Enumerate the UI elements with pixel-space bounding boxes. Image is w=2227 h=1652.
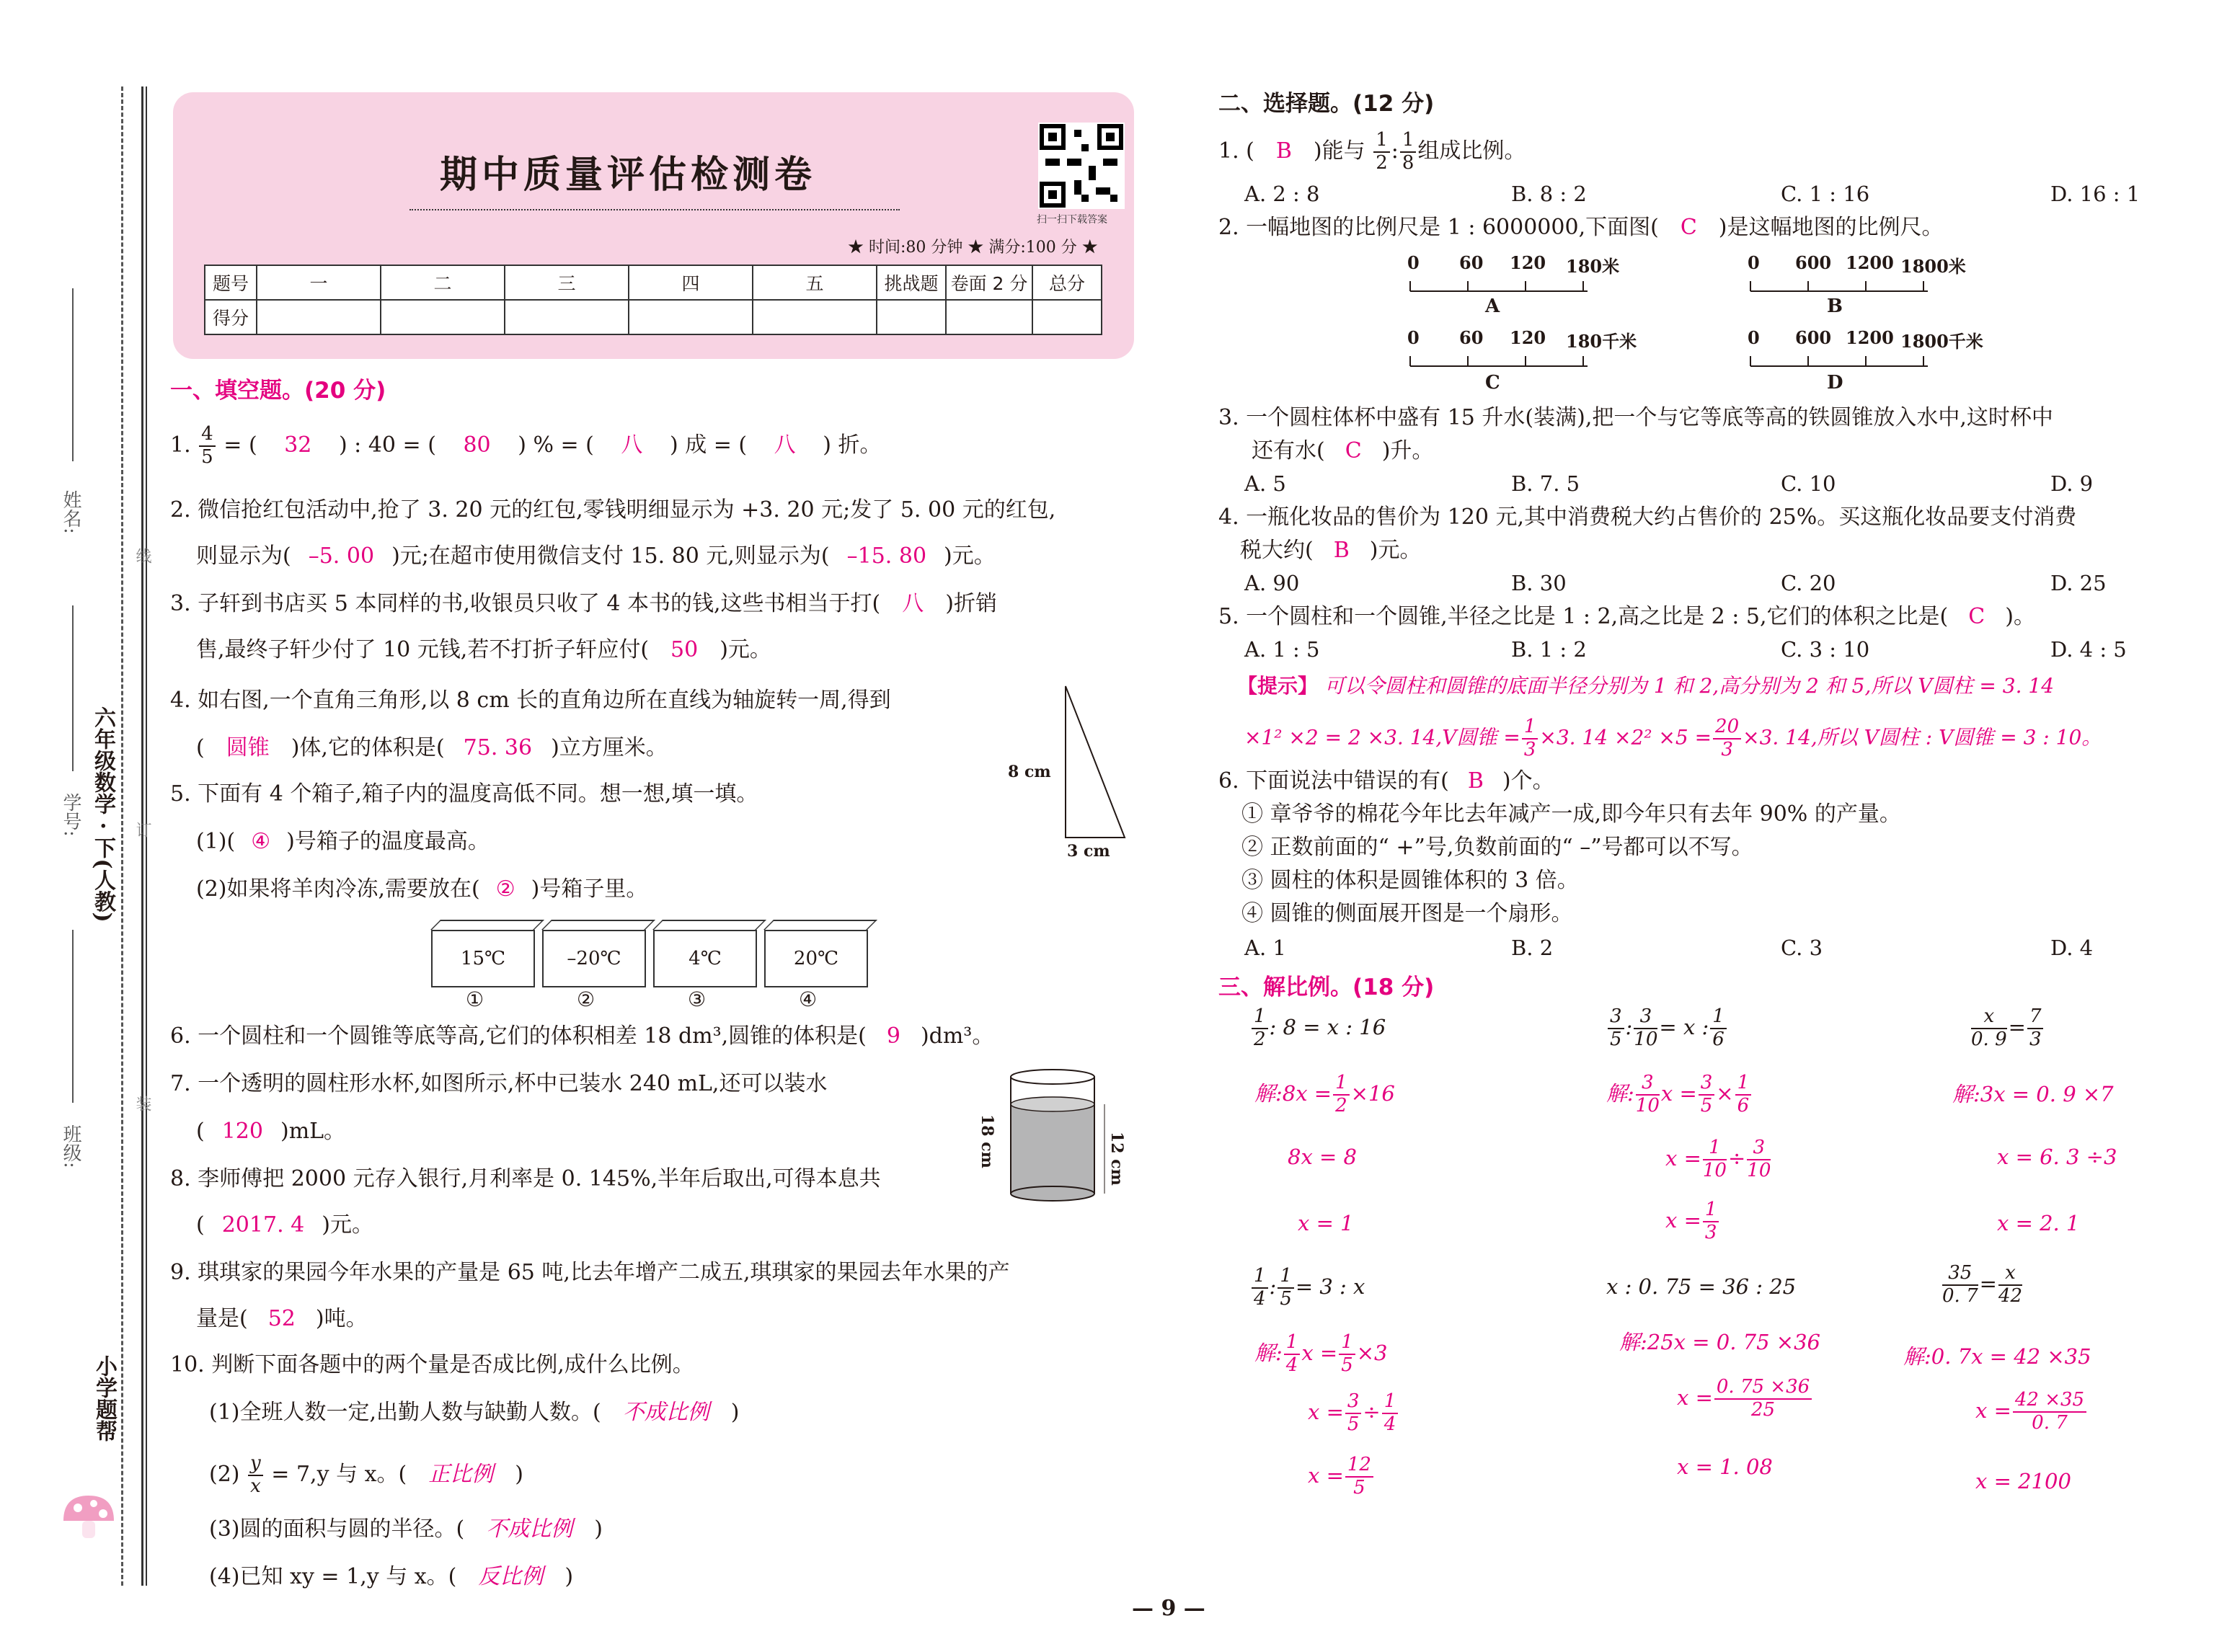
scale-tick-label: 1800千米 [1900,331,1983,352]
score-table [204,265,1102,335]
q1-3-line1: 3. 子轩到书店买 5 本同样的书,收银员只收了 4 本书的钱,这些书相当于打( 八 )折销 [170,591,997,616]
scale-label: D [1827,372,1843,394]
q1-5-line1: 5. 下面有 4 个箱子,箱子内的温度高低不同。想一想,填一填。 [170,781,758,807]
q1-10-sub3: (3)圆的面积与圆的半径。( 不成比例 ) [209,1516,603,1542]
q2-3-line1: 3. 一个圆柱体杯中盛有 15 升水(装满),把一个与它等底等高的铁圆锥放入水中,这时杯中 [1218,405,2053,430]
book-title: 六年级数学 · 下(人教) [90,706,115,923]
option: A. 1 [1244,936,1286,960]
score-input-cell[interactable] [505,300,629,334]
fraction: $\frac{1}{4}$ [1382,1391,1399,1436]
proportion-6: $\frac{35}{0. 7}$ = $\frac{x}{42}$ [1942,1262,2023,1307]
score-cell: 总分 [1032,265,1102,300]
option: A. 1 : 5 [1244,637,1320,662]
q1-7-line2: ( 120 )mL。 [196,1119,346,1144]
q1-10-line1: 10. 判断下面各题中的两个量是否成比例,成什么比例。 [170,1352,694,1377]
q2-6-item: ① 章爷爷的棉花今年比去年减产一成,即今年只有去年 90% 的产量。 [1241,801,1901,827]
section3-title: 三、解比例。(18 分) [1218,974,1435,1000]
option: A. 2 : 8 [1244,182,1320,206]
solution-step: x = 2100 [1975,1469,2071,1493]
box-top [541,920,655,930]
q1-2-line2: 则显示为( –5. 00 )元;在超市使用微信支付 15. 80 元,则显示为( –15. 80 )元。 [196,543,996,569]
answer: 120 [221,1119,263,1144]
hint-tag: 【提示】 [1237,674,1319,698]
score-input-cell[interactable] [946,300,1032,334]
page-title: 期中质量评估检测卷 [440,153,817,197]
scale-tick-label: 180米 [1566,256,1620,277]
answer: B [1275,138,1292,164]
box-3-number: ③ [688,987,707,1011]
proportion-2: $\frac{3}{5}$ : $\frac{3}{10}$ = x : $\frac{1}{6}$ [1606,1006,1728,1051]
answer: B [1467,768,1484,794]
fraction: $\frac{12}{5}$ [1345,1455,1373,1499]
binding-class-line [72,930,74,1103]
q1-10-sub4: (4)已知 xy = 1,y 与 x。( 反比例 ) [209,1564,574,1589]
cup-height-label: 18 cm [978,1114,996,1168]
fraction: $\frac{1}{2}$ [1333,1073,1350,1117]
answer: 反比例 [478,1564,544,1589]
proportion-4: $\frac{1}{4}$ : $\frac{1}{5}$ = 3 : x [1250,1266,1365,1310]
answer: 75. 36 [463,735,533,760]
score-cell: 一 [257,265,381,300]
box-4: 20℃ [764,930,868,987]
q1-8-line1: 8. 李师傅把 2000 元存入银行,月利率是 0. 145%,半年后取出,可得本息共 [170,1166,881,1191]
option: C. 10 [1781,471,1836,496]
option: C. 3 : 10 [1781,637,1870,662]
section2-title: 二、选择题。(12 分) [1218,91,1435,117]
score-cell: 五 [753,265,877,300]
q1-7-line1: 7. 一个透明的圆柱形水杯,如图所示,杯中已装水 240 mL,还可以装水 [170,1071,828,1096]
scale-bar [1748,277,1935,294]
qr-caption: 扫一扫下载答案 [1037,214,1107,226]
solution-step: x = $\frac{1}{3}$ [1665,1199,1720,1244]
fraction: $\frac{1}{4}$ [1284,1332,1301,1377]
fraction: $\frac{1}{3}$ [1522,716,1538,761]
score-input-cell[interactable] [1032,300,1102,334]
score-cell: 四 [629,265,753,300]
q2-3-line2: 还有水( C )升。 [1252,438,1434,463]
score-cell: 三 [505,265,629,300]
answer: C [1968,604,1985,629]
fraction: $\frac{1}{5}$ [1339,1332,1355,1377]
score-cell: 得分 [205,300,257,334]
score-cell: 二 [381,265,505,300]
q1-4-line2: ( 圆锥 )体,它的体积是( 75. 36 )立方厘米。 [196,735,668,760]
q2-2: 2. 一幅地图的比例尺是 1 : 6000000,下面图( C )是这幅地图的比例尺。 [1218,215,1944,240]
score-cell: 题号 [205,265,257,300]
q1-4-line1: 4. 如右图,一个直角三角形,以 8 cm 长的直角边所在直线为轴旋转一周,得到 [170,688,891,713]
right-triangle-figure [1053,685,1139,851]
scale-tick-label: 0 [1407,252,1420,273]
solution-step: x = 1. 08 [1677,1455,1773,1479]
answer: C [1345,438,1362,463]
fraction: $\frac{3}{5}$ [1608,1006,1624,1051]
scale-tick-label: 1800米 [1900,256,1966,277]
scale-tick-label: 0 [1407,327,1420,348]
box-1: 15℃ [431,930,535,987]
q1-10-sub1: (1)全班人数一定,出勤人数与缺勤人数。( 不成比例 ) [209,1400,740,1425]
scale-tick-label: 60 [1459,327,1484,348]
solution-step: 8x = 8 [1288,1145,1357,1169]
binding-dashed-line [121,86,123,1586]
fraction: $\frac{1}{2}$ [1373,130,1390,174]
fraction: $\frac{3}{5}$ [1699,1073,1715,1117]
scale-tick-label: 120 [1510,252,1546,273]
water-height-label: 12 cm [1107,1132,1126,1186]
score-cell: 卷面 2 分 [946,265,1032,300]
scale-tick-label: 600 [1795,327,1832,348]
proportion-1: $\frac{1}{2}$ : 8 = x : 16 [1250,1006,1386,1051]
q2-5: 5. 一个圆柱和一个圆锥,半径之比是 1 : 2,高之比是 2 : 5,它们的体积之比是( C )。 [1218,604,2035,629]
scale-tick-label: 0 [1748,252,1760,273]
option: B. 30 [1511,571,1567,595]
answer: C [1680,215,1697,240]
fraction: $\frac{1}{8}$ [1400,130,1417,174]
solution-step: x = 1 [1298,1211,1354,1235]
section1-title: 一、填空题。(20 分) [170,378,386,404]
score-input-cell[interactable] [381,300,505,334]
q2-1: 1. ( B )能与 $\frac{1}{2}$ : $\frac{1}{8}$ 组成比例。 [1218,129,1526,174]
solution-step: x = $\frac{3}{5}$ ÷ $\frac{1}{4}$ [1308,1391,1399,1436]
option: B. 8 : 2 [1511,182,1587,206]
option: B. 7. 5 [1511,471,1580,496]
binding-line-mark-1: 线 [133,548,151,564]
binding-name-label: 姓名: [60,490,81,534]
qr-code[interactable] [1038,123,1125,209]
scale-tick-label: 120 [1510,327,1546,348]
q1-1: 1. $\frac{4}{5}$ = ( 32 ) : 40 = ( 80 ) % = ( 八 ) 成 = ( 八 ) 折。 [170,423,882,468]
fraction: $\frac{x}{42}$ [1998,1262,2023,1307]
scale-bar [1407,352,1595,369]
answer: –5. 00 [308,543,375,569]
option: D. 25 [2050,571,2107,595]
binding-margin [0,0,151,1652]
answer: 9 [886,1023,900,1049]
option: D. 9 [2050,471,2094,496]
option: D. 16 : 1 [2050,182,2140,206]
solution-step: x = 6. 3 ÷3 [1997,1145,2117,1169]
box-2: –20℃ [542,930,646,987]
box-top [430,920,544,930]
mushroom-logo [56,1492,121,1542]
option: A. 5 [1244,471,1286,496]
score-input-cell[interactable] [257,300,381,334]
q1-10-sub2: (2) $\frac{y}{x}$ = 7,y 与 x。( 正比例 ) [209,1452,523,1497]
option: B. 2 [1511,936,1554,960]
solution-step: 解:0. 7x = 42 ×35 [1903,1344,2091,1369]
score-input-cell[interactable] [877,300,946,334]
score-table-header-row [205,265,1102,300]
q2-4-line2: 税大约( B )元。 [1240,538,1422,563]
solution-step: x = $\frac{42 \times 35}{0. 7}$ [1975,1390,2088,1434]
scale-tick-label: 0 [1748,327,1760,348]
q1-2-line1: 2. 微信抢红包活动中,抢了 3. 20 元的红包,零钱明细显示为 +3. 20 元;发了 5. 00 元的红包, [170,497,1056,523]
option: C. 20 [1781,571,1836,595]
option: B. 1 : 2 [1511,637,1587,662]
q2-6-item: ③ 圆柱的体积是圆锥体积的 3 倍。 [1241,868,1579,893]
q1-6: 6. 一个圆柱和一个圆锥等底等高,它们的体积相差 18 dm³,圆锥的体积是( 9 )dm³。 [170,1023,994,1049]
fraction: $\frac{0. 75 \times 36}{25}$ [1714,1377,1812,1421]
scale-tick-label: 60 [1459,252,1484,273]
score-cell: 挑战题 [877,265,946,300]
fraction: $\frac{7}{3}$ [2027,1006,2044,1051]
scale-tick-label: 1200 [1846,252,1894,273]
fraction: $\frac{4}{5}$ [199,424,216,468]
answer: ④ [251,829,271,854]
fraction: $\frac{35}{0. 7}$ [1942,1262,1978,1307]
answer: 不成比例 [622,1400,709,1425]
fraction: $\frac{1}{6}$ [1735,1073,1752,1117]
q1-5-sub2: (2)如果将羊肉冷冻,需要放在( ② )号箱子里。 [196,876,648,902]
solution-step: 解:8x = $\frac{1}{2}$ ×16 [1254,1072,1395,1116]
answer: 80 [463,432,491,458]
q2-6: 6. 下面说法中错误的有( B )个。 [1218,768,1554,794]
fraction: $\frac{y}{x}$ [248,1453,263,1498]
hint-line1: 【提示】 可以令圆柱和圆锥的底面半径分别为 1 和 2,高分别为 2 和 5,所以 V圆柱 = 3. 14 [1237,674,2055,698]
box-4-number: ④ [799,987,818,1011]
answer: ② [495,876,515,902]
score-input-cell[interactable] [629,300,753,334]
scale-label: C [1485,372,1500,394]
scale-tick-label: 1200 [1846,327,1894,348]
scale-label: B [1827,296,1843,317]
solution-step: x = $\frac{0. 75 \times 36}{25}$ [1677,1377,1813,1421]
answer: 八 [902,591,924,616]
answer: 不成比例 [486,1516,573,1542]
score-input-cell[interactable] [753,300,877,334]
fraction: $\frac{1}{5}$ [1278,1266,1294,1310]
fraction: $\frac{20}{3}$ [1713,716,1741,761]
q1-3-line2: 售,最终子轩少付了 10 元钱,若不打折子轩应付( 50 )元。 [196,637,771,662]
answer: 2017. 4 [221,1212,305,1238]
binding-line-mark-2: 订 [133,822,151,838]
q1-9-line1: 9. 琪琪家的果园今年水果的产量是 65 吨,比去年增产二成五,琪琪家的果园去年水果的产 [170,1260,1010,1285]
box-3: 4℃ [653,930,757,987]
answer: 八 [621,432,643,458]
page-number: — 9 — [1132,1596,1205,1621]
q1-8-line2: ( 2017. 4 )元。 [196,1212,373,1238]
box-top [652,920,766,930]
q1-5-sub1: (1)( ④ )号箱子的温度最高。 [196,829,490,854]
fraction: $\frac{x}{0. 9}$ [1971,1005,2007,1050]
q2-6-item: ② 正数前面的“ +”号,负数前面的“ –”号都可以不写。 [1241,835,1753,860]
q2-6-item: ④ 圆锥的侧面展开图是一个扇形。 [1241,901,1573,926]
solution-step: 解:3x = 0. 9 ×7 [1952,1082,2114,1106]
q2-4-line1: 4. 一瓶化妆品的售价为 120 元,其中消费税大约占售价的 25%。买这瓶化妆品要支付消费 [1218,505,2077,530]
exam-meta: ★ 时间:80 分钟 ★ 满分:100 分 ★ [848,239,1098,257]
answer: –15. 80 [846,543,927,569]
option: A. 90 [1244,571,1300,595]
proportion-5: x : 0. 75 = 36 : 25 [1606,1274,1797,1299]
solution-step: 解:25x = 0. 75 ×36 [1619,1330,1820,1354]
proportion-3: $\frac{x}{0. 9}$ = $\frac{7}{3}$ [1970,1006,2045,1051]
fraction: $\frac{1}{10}$ [1702,1137,1727,1181]
brand-label: 小学题帮 [92,1355,117,1442]
fraction: $\frac{3}{10}$ [1634,1005,1658,1050]
fraction: $\frac{3}{10}$ [1635,1072,1660,1116]
solution-step: x = $\frac{12}{5}$ [1308,1455,1375,1499]
scale-bar [1407,277,1595,294]
binding-class-label: 班级: [60,1124,81,1168]
option: C. 1 : 16 [1781,182,1870,206]
score-table-score-row [205,300,1102,334]
binding-id-label: 学号: [60,793,81,837]
answer: B [1333,538,1350,563]
option: C. 3 [1781,936,1823,960]
solution-step: x = 2. 1 [1997,1211,2080,1235]
option: D. 4 : 5 [2050,637,2127,662]
scale-bar [1748,352,1935,369]
solution-step: 解: $\frac{1}{4}$ x = $\frac{1}{5}$ ×3 [1254,1331,1388,1376]
fraction: $\frac{3}{10}$ [1747,1137,1771,1181]
scale-tick-label: 180千米 [1566,331,1637,352]
solution-step: x = $\frac{1}{10}$ ÷ $\frac{3}{10}$ [1665,1137,1771,1181]
fraction: $\frac{1}{3}$ [1703,1199,1719,1244]
fraction: $\frac{1}{6}$ [1710,1006,1727,1051]
box-top [763,920,877,930]
fraction: $\frac{1}{2}$ [1252,1006,1268,1051]
fraction: $\frac{3}{5}$ [1345,1391,1362,1436]
answer: 52 [267,1306,296,1331]
option: D. 4 [2050,936,2094,960]
binding-name-line [72,288,74,461]
triangle-base-label: 3 cm [1067,842,1110,861]
hint-line2: ×1² ×2 = 2 ×3. 14,V圆锥 = $\frac{1}{3}$ ×3. 14 ×2² ×5 = $\frac{20}{3}$ ×3. 14,所以 V圆柱 : V圆锥 = 3 : 10。 [1244,716,2102,760]
binding-id-line [72,605,74,771]
fraction: $\frac{42 \times 35}{0. 7}$ [2013,1390,2086,1434]
answer: 圆锥 [226,735,270,760]
q1-9-line2: 量是( 52 )吨。 [196,1306,368,1331]
answer: 32 [284,432,312,458]
scale-label: A [1485,296,1500,317]
answer: 50 [670,637,699,662]
fraction: $\frac{1}{4}$ [1252,1266,1268,1310]
scale-tick-label: 600 [1795,252,1832,273]
box-1-number: ① [466,987,484,1011]
triangle-height-label: 8 cm [1008,763,1051,781]
answer: 八 [774,432,796,458]
title-underline [409,209,900,210]
box-2-number: ② [577,987,596,1011]
answer: 正比例 [428,1461,494,1487]
binding-line-mark-3: 装 [133,1096,151,1111]
solution-step: 解: $\frac{3}{10}$ x = $\frac{3}{5}$ × $\frac{1}{6}$ [1606,1073,1753,1117]
